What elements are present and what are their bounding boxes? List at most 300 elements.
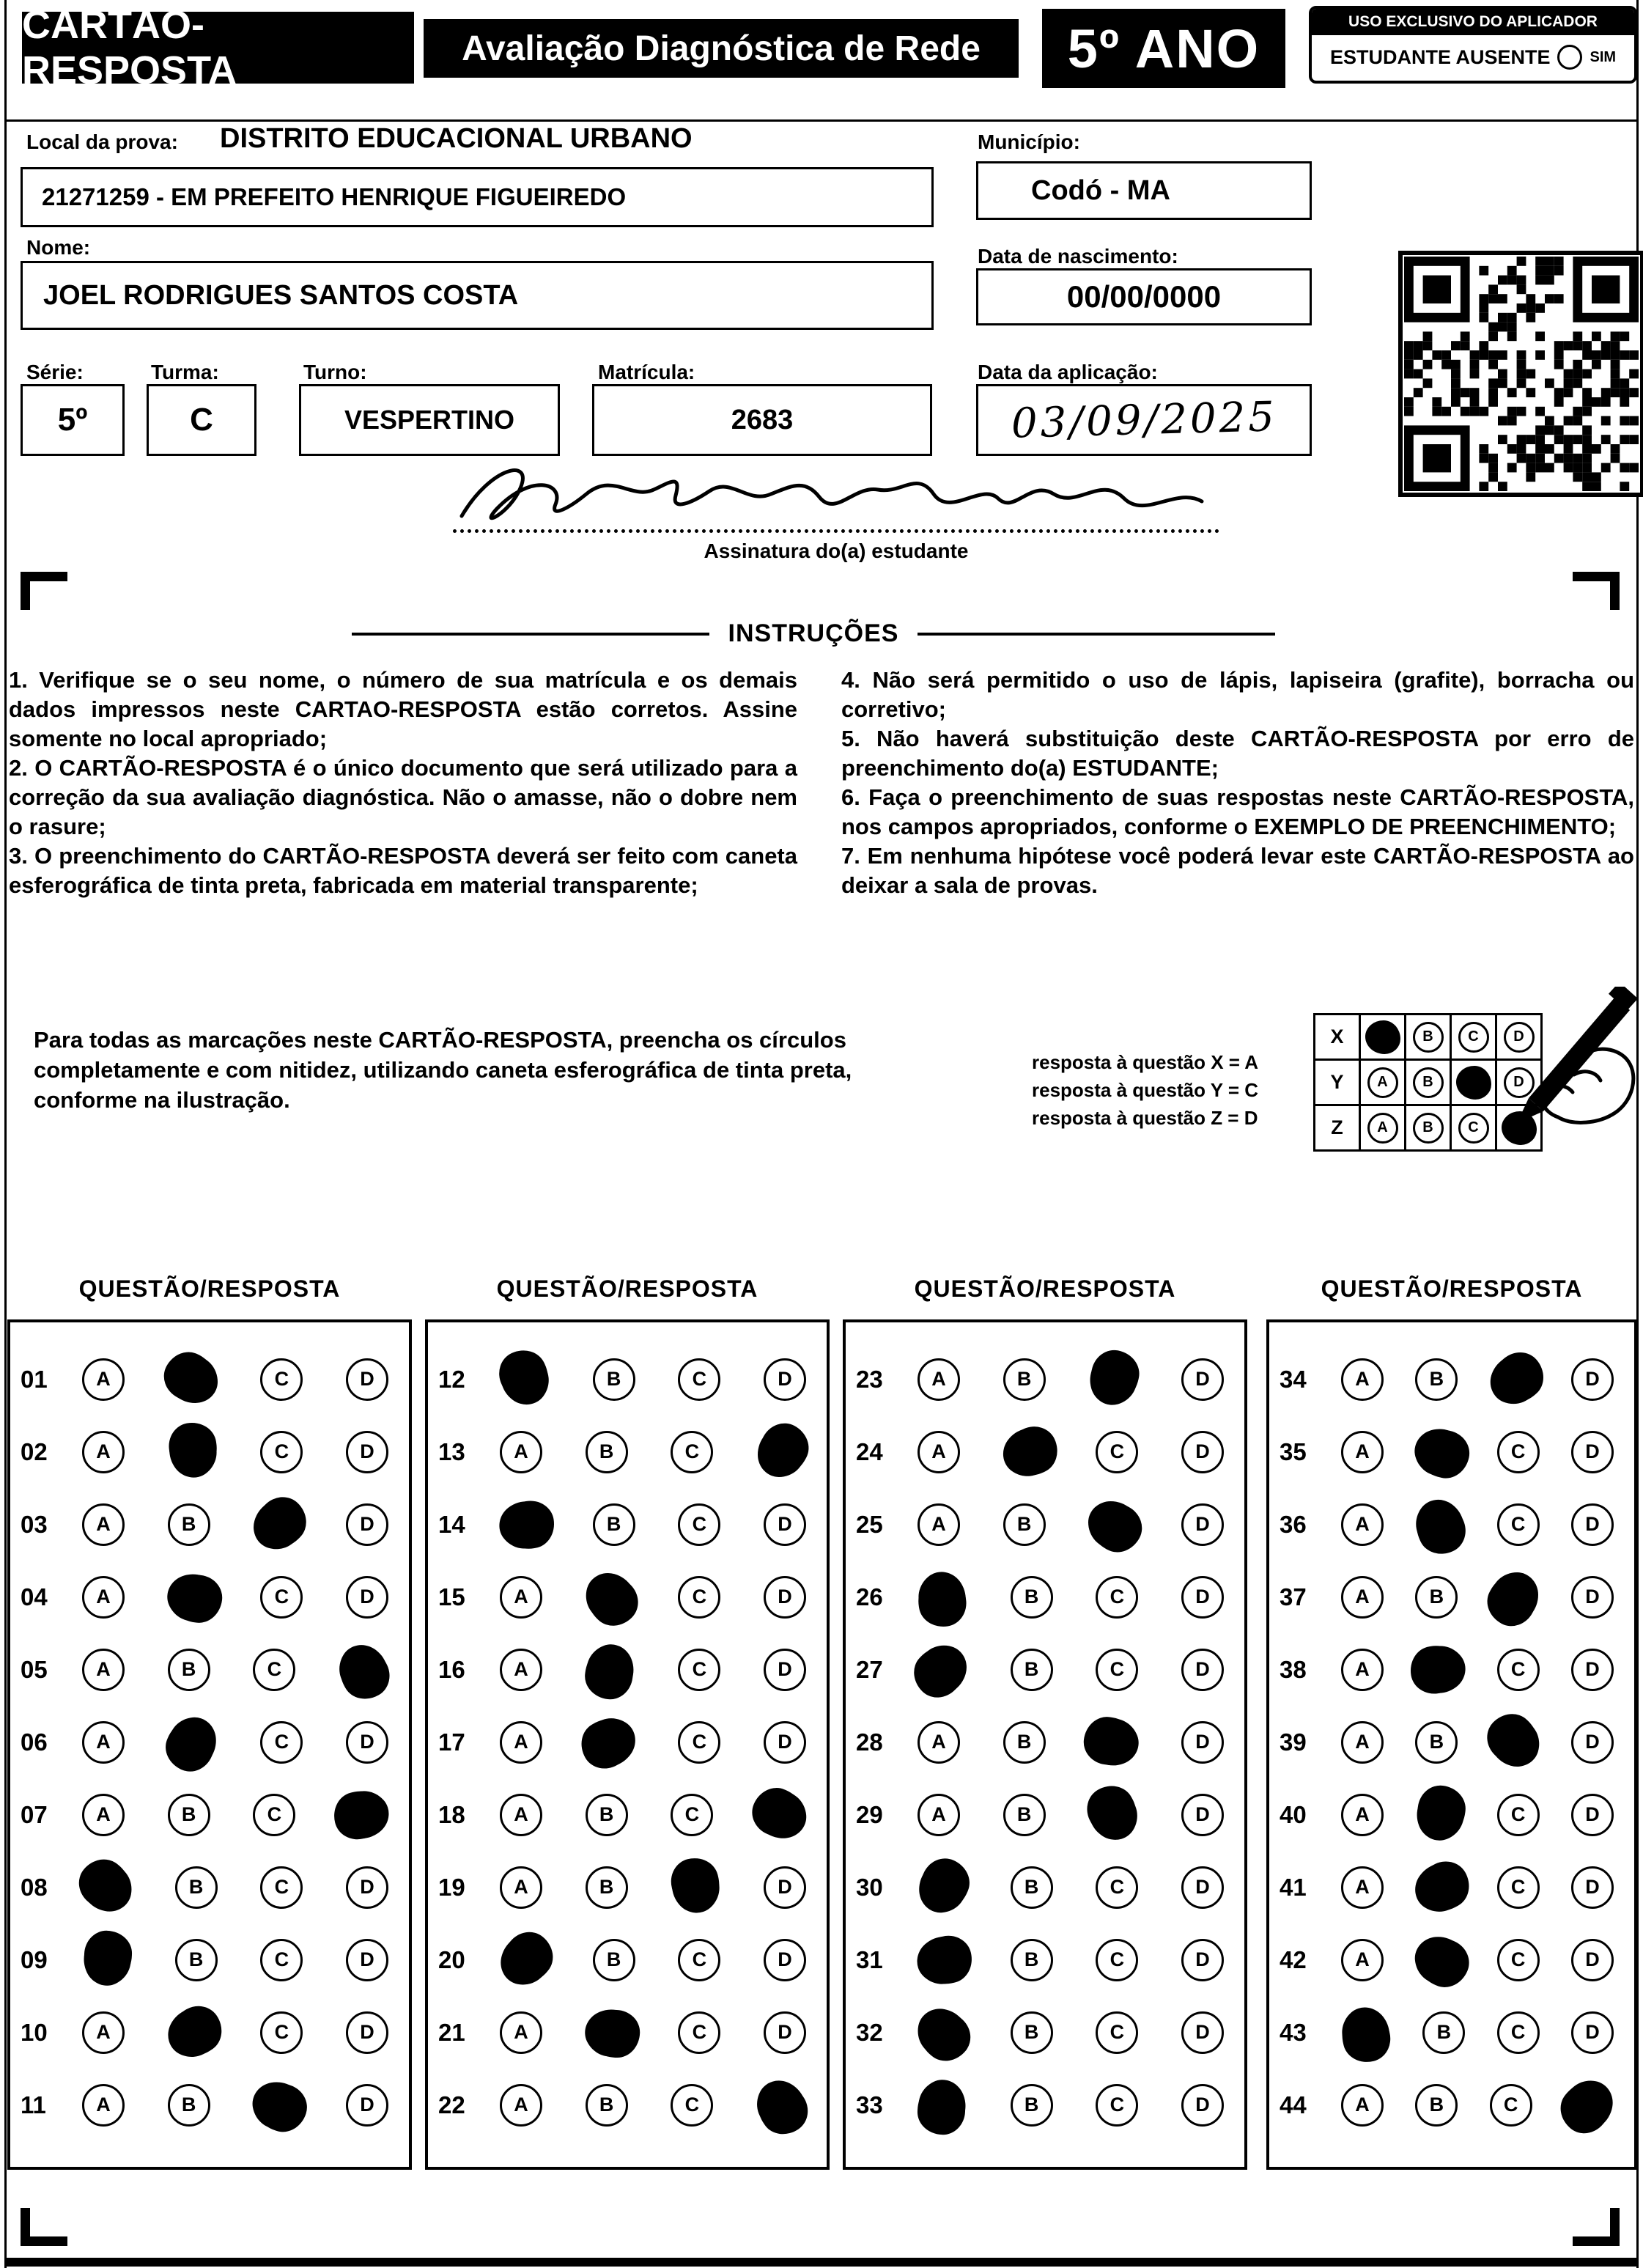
answer-grid-4 [1266, 1319, 1637, 2170]
answer-bubble: D [1571, 1576, 1614, 1619]
answer-bubble: A [918, 1721, 960, 1764]
question-number: 31 [856, 1945, 883, 1973]
question-row [21, 1996, 388, 2069]
answer-bubble: A [82, 2011, 125, 2054]
answer-bubble: C [678, 1503, 720, 1546]
answer-bubble: B [175, 1939, 218, 1981]
answer-bubble-filled [754, 1789, 808, 1841]
answer-bubble: C [1497, 1794, 1540, 1836]
answer-bubble: B [1415, 1358, 1458, 1401]
answer-bubble: C [671, 2084, 713, 2127]
question-number: 32 [856, 2018, 883, 2046]
question-row [1280, 1415, 1614, 1488]
example-row-label: Y [1313, 1058, 1359, 1104]
question-number: 16 [438, 1655, 465, 1683]
form-title: CARTÃO-RESPOSTA [22, 12, 414, 84]
answer-bubble: C [1096, 1866, 1138, 1909]
answer-bubble-filled [758, 1427, 805, 1477]
absent-option-label: SIM [1590, 48, 1617, 65]
example-bubble: B [1413, 1067, 1444, 1098]
answer-bubble-filled [167, 1715, 218, 1769]
answer-bubble: C [1497, 1866, 1540, 1909]
answer-bubble: B [1011, 1576, 1053, 1619]
answer-bubble: B [1003, 1503, 1046, 1546]
qr-code [1398, 251, 1643, 497]
answer-bubble-filled [748, 2073, 814, 2138]
answer-bubble: B [586, 1794, 628, 1836]
answer-bubble: A [918, 1431, 960, 1473]
question-row [1280, 2069, 1614, 2141]
example-bubble: C [1458, 1022, 1489, 1053]
answer-bubble: A [500, 2084, 542, 2127]
answer-bubble: C [260, 1358, 303, 1401]
question-row [438, 1851, 806, 1923]
legend-line: resposta à questão X = A [1032, 1051, 1258, 1073]
answer-bubble: D [1571, 1721, 1614, 1764]
instruction-item: 2. O CARTÃO-RESPOSTA é o único documento que será utilizado para a correção da sua avaliação diagnóstica. Não o amasse, não o dobre nem o rasure; [9, 755, 797, 839]
nome-field: JOEL RODRIGUES SANTOS COSTA [21, 261, 934, 330]
answer-bubble: A [1341, 1576, 1384, 1619]
answer-bubble: D [1571, 1503, 1614, 1546]
answer-bubble: B [1422, 2011, 1465, 2054]
question-row [21, 1343, 388, 1415]
answer-bubble: A [918, 1503, 960, 1546]
turma-field: C [147, 384, 256, 456]
example-cell [1359, 1058, 1404, 1104]
example-bubble: C [1458, 1113, 1489, 1144]
student-signature [440, 456, 1231, 540]
answer-bubble: D [764, 1866, 806, 1909]
question-number: 18 [438, 1800, 465, 1828]
answer-bubble-filled [994, 1418, 1062, 1486]
question-number: 27 [856, 1655, 883, 1683]
answer-bubble: C [260, 1576, 303, 1619]
answer-bubble: A [1341, 1721, 1384, 1764]
answer-bubble-filled [917, 1860, 968, 1914]
grade-badge: 5º ANO [1042, 9, 1285, 88]
header-divider [4, 119, 1639, 122]
question-row [856, 1633, 1224, 1706]
example-row-label: Z [1313, 1104, 1359, 1149]
question-number: 11 [21, 2091, 46, 2118]
answer-bubble-filled [330, 1636, 397, 1702]
answer-bubble: B [593, 1939, 635, 1981]
answer-bubble: D [764, 1358, 806, 1401]
answer-bubble: A [500, 1576, 542, 1619]
question-row [1280, 1343, 1614, 1415]
answer-bubble: B [593, 1503, 635, 1546]
absent-bubble [1557, 45, 1582, 70]
question-number: 30 [856, 1873, 883, 1901]
question-number: 15 [438, 1583, 465, 1610]
answer-bubble: D [346, 1503, 388, 1546]
example-bubble: D [1504, 1022, 1535, 1053]
question-row [438, 1415, 806, 1488]
question-number: 37 [1280, 1583, 1307, 1610]
question-number: 42 [1280, 1945, 1307, 1973]
marking-paragraph: Para todas as marcações neste CARTÃO-RESPOSTA, preencha os círculos completamente e com nitidez, utilizando caneta esferográfica de tinta preta, conforme na ilustração. [34, 1027, 852, 1113]
answer-bubble-filled [580, 1567, 640, 1626]
answer-bubble: D [1181, 1503, 1224, 1546]
answer-bubble: D [1571, 2011, 1614, 2054]
answer-bubble: C [1096, 2084, 1138, 2127]
answer-bubble: D [1181, 1866, 1224, 1909]
answer-bubble: A [1341, 1794, 1384, 1836]
example-bubble: B [1413, 1113, 1444, 1144]
answer-bubble: C [678, 1649, 720, 1691]
signature-line [453, 529, 1219, 533]
question-row [856, 2069, 1224, 2141]
example-bubble: B [1413, 1022, 1444, 1053]
question-row [21, 2069, 388, 2141]
answer-bubble-filled [160, 1566, 224, 1627]
question-row [1280, 1488, 1614, 1561]
answer-bubble-filled [914, 2005, 972, 2061]
answer-bubble: C [1497, 1939, 1540, 1981]
answer-bubble: D [346, 1866, 388, 1909]
question-row [438, 1343, 806, 1415]
answer-bubble: C [253, 1649, 295, 1691]
answer-bubble: D [1571, 1358, 1614, 1401]
instructions-right [841, 666, 1634, 900]
question-number: 02 [21, 1437, 48, 1465]
local-label: Local da prova: [26, 130, 178, 153]
answer-bubble: C [678, 1721, 720, 1764]
legend-line: resposta à questão Z = D [1032, 1107, 1258, 1129]
answer-bubble: C [260, 1721, 303, 1764]
answer-bubble: A [1341, 1939, 1384, 1981]
question-number: 14 [438, 1510, 465, 1538]
answer-bubble: D [1181, 1721, 1224, 1764]
instruction-item: 4. Não será permitido o uso de lápis, lapiseira (grafite), borracha ou corretivo; [841, 667, 1634, 722]
answer-bubble: A [1341, 1503, 1384, 1546]
question-number: 39 [1280, 1728, 1307, 1756]
page-border-left [4, 0, 7, 2268]
local-value: DISTRITO EDUCACIONAL URBANO [220, 123, 693, 154]
answer-bubble-filled [1414, 1934, 1467, 1986]
answer-grid-2 [425, 1319, 830, 2170]
answer-bubble: D [764, 1503, 806, 1546]
question-row [1280, 1633, 1614, 1706]
answer-bubble-filled [1084, 1349, 1142, 1410]
question-row [21, 1923, 388, 1996]
answer-bubble-filled [580, 1638, 641, 1701]
question-row [856, 1923, 1224, 1996]
matricula-field: 2683 [592, 384, 932, 456]
answer-bubble: A [500, 2011, 542, 2054]
answer-bubble: A [500, 1794, 542, 1836]
question-row [856, 1343, 1224, 1415]
answer-bubble: C [1096, 2011, 1138, 2054]
question-number: 13 [438, 1437, 465, 1465]
answer-bubble: C [260, 1939, 303, 1981]
question-row [21, 1851, 388, 1923]
answer-bubble-filled [159, 1418, 226, 1486]
answer-bubble: D [1571, 1939, 1614, 1981]
answer-bubble: D [764, 1649, 806, 1691]
answer-bubble: A [82, 1358, 125, 1401]
question-row [1280, 1851, 1614, 1923]
answer-bubble-filled [1561, 2076, 1617, 2134]
answer-bubble: D [1181, 2084, 1224, 2127]
instruction-item: 5. Não haverá substituição deste CARTÃO-RESPOSTA por erro de preenchimento do(a) ESTUDANTE; [841, 726, 1634, 781]
answer-bubble-filled [662, 1853, 730, 1921]
serie-label: Série: [26, 361, 84, 383]
question-row [438, 2069, 806, 2141]
question-number: 22 [438, 2091, 465, 2118]
answer-bubble-filled [913, 1639, 972, 1700]
answer-bubble: A [82, 1503, 125, 1546]
question-number: 23 [856, 1365, 883, 1393]
page-bottom-bar [6, 2258, 1637, 2267]
question-number: 34 [1280, 1365, 1307, 1393]
question-row [438, 1923, 806, 1996]
answer-bubble: C [260, 1431, 303, 1473]
answers-header-4: QUESTÃO/RESPOSTA [1321, 1275, 1583, 1302]
answer-bubble: D [346, 1358, 388, 1401]
serie-field: 5º [21, 384, 125, 456]
answer-bubble: B [1011, 2011, 1053, 2054]
answer-bubble-filled [248, 1494, 307, 1555]
answer-bubble: C [678, 2011, 720, 2054]
answer-bubble: C [1490, 2084, 1532, 2127]
answer-bubble-filled [1332, 1998, 1400, 2066]
question-number: 01 [21, 1365, 48, 1393]
answer-bubble: C [253, 1794, 295, 1836]
question-number: 29 [856, 1800, 883, 1828]
question-number: 25 [856, 1510, 883, 1538]
heading-rule-right [918, 633, 1275, 636]
answer-bubble: D [1181, 2011, 1224, 2054]
answer-bubble: C [671, 1794, 713, 1836]
answer-bubble: C [678, 1576, 720, 1619]
answer-bubble: D [346, 2084, 388, 2127]
answer-bubble: B [175, 1866, 218, 1909]
answer-bubble: B [168, 2084, 210, 2127]
question-number: 35 [1280, 1437, 1307, 1465]
turno-label: Turno: [303, 361, 367, 383]
answer-bubble: D [346, 1721, 388, 1764]
instruction-item: 3. O preenchimento do CARTÃO-RESPOSTA deverá ser feito com caneta esferográfica de tinta preta, fabricada em material transparente; [9, 843, 797, 898]
answer-bubble: D [1181, 1794, 1224, 1836]
question-number: 26 [856, 1583, 883, 1610]
question-number: 24 [856, 1437, 883, 1465]
example-cell [1359, 1104, 1404, 1149]
answer-bubble: D [1571, 1794, 1614, 1836]
answer-bubble: B [1003, 1794, 1046, 1836]
aplicacao-field [976, 384, 1312, 456]
question-row [438, 1633, 806, 1706]
question-row [1280, 1778, 1614, 1851]
turno-field: VESPERTINO [299, 384, 560, 456]
answer-bubble: B [1011, 1939, 1053, 1981]
answer-bubble-filled [329, 1781, 397, 1849]
municipio-field: Codó - MA [976, 161, 1312, 220]
answer-bubble-filled [1088, 1501, 1138, 1548]
signature-label: Assinatura do(a) estudante [704, 540, 969, 562]
answer-bubble: B [1011, 1649, 1053, 1691]
answer-bubble-filled [1491, 1572, 1538, 1622]
answer-bubble: B [1003, 1358, 1046, 1401]
answer-bubble: B [1011, 2084, 1053, 2127]
registration-mark-top-right [1573, 572, 1620, 610]
answer-bubble: C [1096, 1431, 1138, 1473]
question-number: 40 [1280, 1800, 1307, 1828]
answer-bubble: D [346, 1939, 388, 1981]
example-bubble-filled [1365, 1020, 1400, 1054]
question-row [438, 1778, 806, 1851]
answer-bubble: C [1497, 1431, 1540, 1473]
school-field: 21271259 - EM PREFEITO HENRIQUE FIGUEIREDO [21, 167, 934, 227]
answer-bubble: A [918, 1794, 960, 1836]
question-row [438, 1488, 806, 1561]
answer-bubble: B [586, 1866, 628, 1909]
question-row [856, 1996, 1224, 2069]
answer-bubble: C [1096, 1939, 1138, 1981]
question-row [856, 1488, 1224, 1561]
answer-bubble: C [260, 2011, 303, 2054]
matricula-label: Matrícula: [598, 361, 695, 383]
aplicacao-handwritten-date: 03/09/2025 [1010, 392, 1278, 448]
answer-grid-1 [7, 1319, 412, 2170]
question-number: 05 [21, 1655, 48, 1683]
answer-bubble: D [764, 1721, 806, 1764]
legend-line: resposta à questão Y = C [1032, 1079, 1259, 1101]
question-row [21, 1778, 388, 1851]
answer-bubble: A [82, 1576, 125, 1619]
answer-bubble: A [82, 2084, 125, 2127]
answer-bubble-filled [908, 1926, 976, 1994]
answer-bubble: C [678, 1358, 720, 1401]
answer-bubble: A [82, 1721, 125, 1764]
answer-bubble: A [1341, 1649, 1384, 1691]
answer-bubble: C [1096, 1649, 1138, 1691]
answer-bubble-filled [1409, 1783, 1471, 1846]
instructions-left [9, 666, 797, 900]
answer-bubble: C [1497, 1649, 1540, 1691]
answer-bubble-filled [78, 1860, 136, 1915]
question-row [438, 1996, 806, 2069]
example-cell [1404, 1013, 1450, 1058]
answer-bubble-filled [160, 2000, 225, 2066]
answer-bubble: A [82, 1649, 125, 1691]
answer-bubble-filled [577, 2000, 643, 2064]
answer-bubble: B [586, 1431, 628, 1473]
question-number: 12 [438, 1365, 465, 1393]
question-row [21, 1633, 388, 1706]
example-legend [1032, 1048, 1258, 1132]
question-number: 41 [1280, 1873, 1307, 1901]
answer-grid-3 [843, 1319, 1247, 2170]
answer-bubble-filled [577, 1709, 643, 1776]
example-cell [1404, 1058, 1450, 1104]
nascimento-label: Data de nascimento: [978, 245, 1178, 268]
question-number: 33 [856, 2091, 883, 2118]
absent-label: ESTUDANTE AUSENTE [1329, 45, 1551, 68]
question-number: 20 [438, 1945, 465, 1973]
turma-label: Turma: [151, 361, 219, 383]
question-row [21, 1415, 388, 1488]
answer-bubble: B [1415, 2084, 1458, 2127]
answer-bubble: B [1415, 1576, 1458, 1619]
answer-bubble-filled [1406, 1635, 1474, 1703]
answer-bubble: A [500, 1866, 542, 1909]
answer-bubble-filled [491, 1345, 559, 1413]
answer-bubble: A [500, 1649, 542, 1691]
question-row [21, 1561, 388, 1633]
answer-bubble: A [82, 1431, 125, 1473]
answer-bubble: B [1011, 1866, 1053, 1909]
answer-bubble: B [1003, 1721, 1046, 1764]
answer-bubble: B [168, 1503, 210, 1546]
question-number: 08 [21, 1873, 48, 1901]
answer-bubble: D [346, 1576, 388, 1619]
question-number: 10 [21, 2018, 48, 2046]
question-row [21, 1706, 388, 1778]
question-number: 17 [438, 1728, 465, 1756]
question-number: 09 [21, 1945, 48, 1973]
question-row [1280, 1996, 1614, 2069]
answer-bubble-filled [1484, 1347, 1546, 1410]
question-row [1280, 1706, 1614, 1778]
answer-bubble-filled [1406, 1490, 1474, 1558]
question-number: 38 [1280, 1655, 1307, 1683]
question-number: 28 [856, 1728, 883, 1756]
answer-bubble-filled [909, 1563, 976, 1631]
example-row-label: X [1313, 1013, 1359, 1058]
answer-bubble: D [1571, 1431, 1614, 1473]
answer-bubble: B [593, 1358, 635, 1401]
municipio-label: Município: [978, 130, 1080, 153]
example-cell [1404, 1104, 1450, 1149]
answers-header-2: QUESTÃO/RESPOSTA [496, 1275, 758, 1302]
answer-bubble: B [1415, 1721, 1458, 1764]
question-row [856, 1851, 1224, 1923]
example-bubble: D [1504, 1067, 1535, 1098]
question-row [21, 1488, 388, 1561]
answer-bubble: D [764, 1576, 806, 1619]
answer-bubble: A [500, 1721, 542, 1764]
answers-header-3: QUESTÃO/RESPOSTA [914, 1275, 1176, 1302]
answer-bubble: A [918, 1358, 960, 1401]
answer-bubble-filled [75, 1927, 139, 1992]
answer-bubble: A [1341, 2084, 1384, 2127]
question-row [438, 1706, 806, 1778]
pen-hand-illustration [1470, 987, 1643, 1166]
answer-bubble: D [1181, 1939, 1224, 1981]
question-number: 44 [1280, 2091, 1307, 2118]
answer-bubble: A [82, 1794, 125, 1836]
answer-bubble: D [764, 2011, 806, 2054]
example-cell [1359, 1013, 1404, 1058]
answer-bubble: A [1341, 1431, 1384, 1473]
question-number: 36 [1280, 1510, 1307, 1538]
answer-bubble: B [168, 1794, 210, 1836]
answer-bubble-filled [1080, 1781, 1148, 1847]
answer-bubble-filled [491, 1490, 559, 1558]
registration-mark-bottom-left [21, 2208, 67, 2246]
answer-bubble-filled [1407, 1854, 1473, 1921]
question-row [856, 1706, 1224, 1778]
answer-bubble: D [764, 1939, 806, 1981]
answers-header-1: QUESTÃO/RESPOSTA [78, 1275, 341, 1302]
answer-bubble-filled [1484, 1712, 1545, 1771]
answer-bubble: C [260, 1866, 303, 1909]
question-number: 19 [438, 1873, 465, 1901]
answer-bubble: D [1181, 1649, 1224, 1691]
instructions-title: INSTRUÇÕES [728, 619, 899, 647]
question-number: 21 [438, 2018, 465, 2046]
